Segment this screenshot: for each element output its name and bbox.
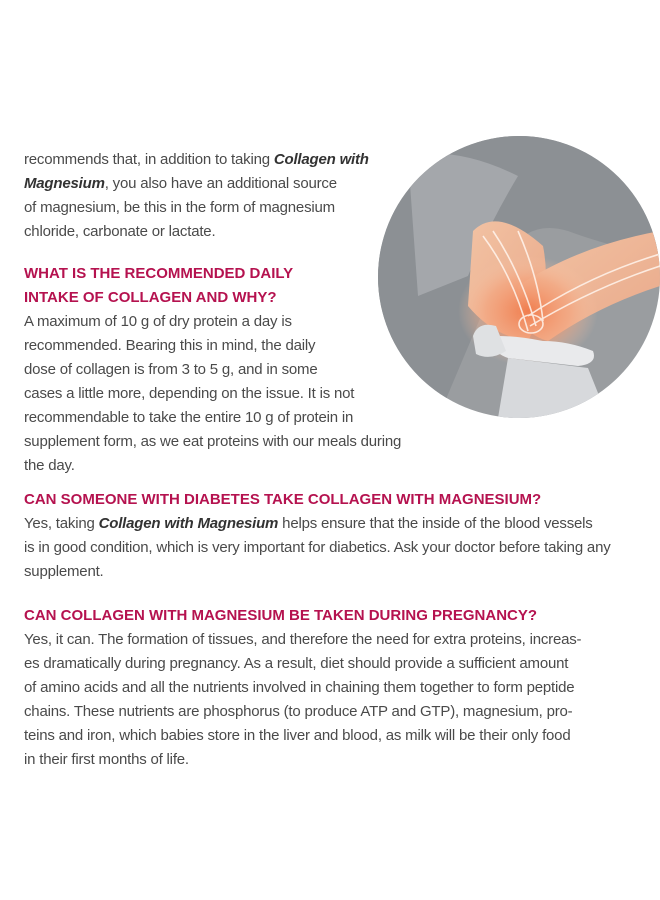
- paragraph-line: is in good condition, which is very important for diabetics. Ask your doctor before taking any: [24, 539, 611, 556]
- intro-line: recommends that, in addition to taking Collagen with: [24, 151, 369, 168]
- paragraph-line: supplement.: [24, 563, 104, 580]
- paragraph-line: dose of collagen is from 3 to 5 g, and in some: [24, 361, 318, 378]
- paragraph-line: the day.: [24, 457, 75, 474]
- section-heading: INTAKE OF COLLAGEN AND WHY?: [24, 289, 277, 306]
- intro-paragraph: [24, 148, 404, 244]
- paragraph-line: recommendable to take the entire 10 g of protein in: [24, 409, 354, 426]
- intro-line: of magnesium, be this in the form of magnesium: [24, 199, 335, 216]
- section-heading: WHAT IS THE RECOMMENDED DAILY: [24, 265, 294, 282]
- section-daily-intake: [24, 262, 454, 478]
- product-name: Magnesium: [24, 175, 105, 192]
- paragraph-line: Yes, taking Collagen with Magnesium helps ensure that the inside of the blood vessels: [24, 515, 593, 532]
- paragraph-line: recommended. Bearing this in mind, the daily: [24, 337, 316, 354]
- paragraph-line: A maximum of 10 g of dry protein a day is: [24, 313, 292, 330]
- paragraph-line: in their first months of life.: [24, 751, 189, 768]
- product-name: Collagen with Magnesium: [98, 515, 279, 532]
- paragraph-line: cases a little more, depending on the issue. It is not: [24, 385, 355, 402]
- section-heading: CAN SOMEONE WITH DIABETES TAKE COLLAGEN WITH MAGNESIUM?: [24, 491, 542, 508]
- product-name: Collagen with: [273, 151, 369, 168]
- paragraph-line: chains. These nutrients are phosphorus (to produce ATP and GTP), magnesium, pro-: [24, 703, 573, 720]
- section-diabetes: [24, 488, 650, 584]
- intro-line: chloride, carbonate or lactate.: [24, 223, 216, 240]
- intro-line: Magnesium, you also have an additional source: [24, 175, 337, 192]
- section-pregnancy: [24, 604, 650, 772]
- paragraph-line: of amino acids and all the nutrients involved in chaining them together to form peptide: [24, 679, 575, 696]
- paragraph-line: teins and iron, which babies store in the liver and blood, as milk will be their only food: [24, 727, 571, 744]
- paragraph-line: Yes, it can. The formation of tissues, and therefore the need for extra proteins, increas-: [24, 631, 582, 648]
- section-heading: CAN COLLAGEN WITH MAGNESIUM BE TAKEN DURING PREGNANCY?: [24, 607, 538, 624]
- paragraph-line: es dramatically during pregnancy. As a result, diet should provide a sufficient amount: [24, 655, 569, 672]
- paragraph-line: supplement form, as we eat proteins with our meals during: [24, 433, 402, 450]
